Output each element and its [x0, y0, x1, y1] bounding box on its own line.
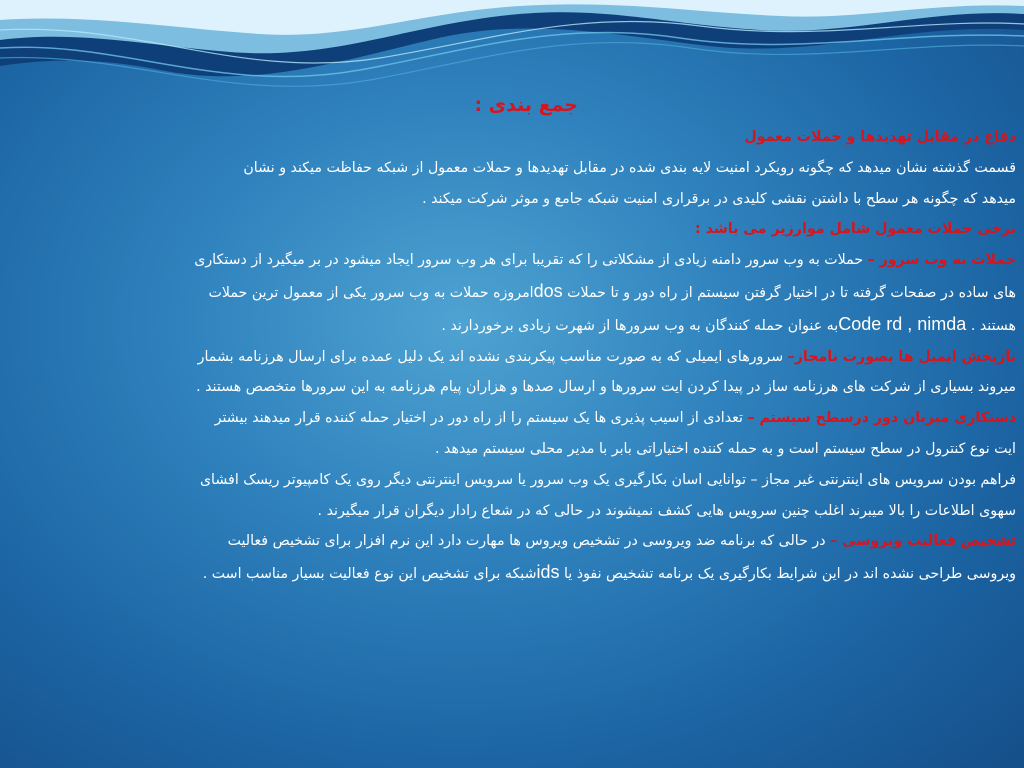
paragraph-line: ایت نوع کنترول در سطح سیستم است و به حمله کننده اختیاراتی بابر با مدیر محلی سیستم میدهد .: [435, 440, 1016, 457]
text-segment: ویروسی طراحی نشده اند در این شرایط بکارگیری یک برنامه تشخیص نفوذ یا: [559, 566, 1016, 583]
list-item-heading: حملات به وب سرور –: [867, 252, 1016, 269]
list-item-web-server-attacks: [8, 245, 1016, 276]
paragraph-line: میدهد که چگونه هر سطح با داشتن نقشی کلیدی در برقراری امنیت شبکه جامع و موثر شرکت میکند .: [422, 190, 1016, 207]
list-item-unauthorized-services: فراهم بودن سرویس های اینترنتی غیر مجاز – توانایی اسان بکارگیری یک وب سرور یا سرویس اینترنتی دیگر روی یک کامپیوتر ریسک افشای: [199, 471, 1016, 488]
text-segment: های ساده در صفحات گرفته تا در اختیار گرفتن سیستم از راه دور و تا حملات: [562, 284, 1016, 301]
list-item-heading: تشخیص فعالیت ویروسی –: [830, 533, 1016, 550]
latin-term-ids: ids: [536, 562, 560, 583]
list-item-virus-activity: [8, 526, 1016, 557]
paragraph-line: میروند بسیاری از شرکت های هرزنامه ساز در پیدا کردن ایت سرورها و ارسال صدها و هزاران پیام هرزنامه به این سرورها متخصص هستند .: [196, 379, 1016, 396]
slide-content: [8, 88, 1016, 590]
paragraph-line: سهوی اطلاعات را بالا میبرند اغلب چنین سرویس هایی کشف نمیشوند در حالی که در شعاع رادار دیگران قرار میگیرند .: [317, 502, 1016, 519]
paragraph-line: [8, 276, 1016, 309]
list-item-text: حملات به وب سرور دامنه زیادی از مشکلاتی را که تقریبا برای هر وب سرور ایجاد میشود در بر میگیرد از دستکاری: [194, 252, 868, 269]
text-segment: هستند .: [966, 317, 1016, 334]
list-item-heading: بازپخش ایمیل ها بصورت نامجاز–: [787, 348, 1016, 365]
heading-defense: دفاع در مقابل تهدیدها و حملات معمول: [744, 129, 1016, 145]
latin-term-dos: dos: [533, 280, 563, 301]
list-item-remote-host-tampering: [8, 403, 1016, 434]
list-item-email-relay: [8, 342, 1016, 373]
list-item-heading: دستکاری میزبان دور درسطح سیستم –: [747, 410, 1016, 427]
paragraph-line: قسمت گذشته نشان میدهد که چگونه رویکرد امنیت لایه بندی شده در مقابل تهدیدها و حملات معمول از شبکه حفاظت میکند و نشان: [243, 159, 1016, 176]
latin-term-code-rd-nimda: Code rd , nimda: [838, 313, 967, 334]
list-item-text: در حالی که برنامه ضد ویروسی در تشخیص ویروس ها مهارت دارد این نرم افزار برای تشخیص فعالیت: [227, 533, 831, 550]
slide-title: جمع بندی :: [474, 94, 578, 116]
list-item-text: تعدادی از اسیب پذیری ها یک سیستم را از راه دور در اختیار حمله کننده قرار میدهند بیشتر: [214, 410, 748, 427]
paragraph-line: [8, 309, 1016, 342]
text-segment: امروزه حملات به وب سرور یکی از معمول ترین حملات: [208, 284, 534, 301]
heading-common-attacks: برخی حملات معمول شامل موارزیر می باشد :: [695, 221, 1016, 238]
paragraph-line: [8, 557, 1016, 590]
text-segment: به عنوان حمله کنندگان به وب سرورها از شهرت زیادی برخوردارند .: [441, 317, 839, 334]
text-segment: شبکه برای تشخیص این نوع فعالیت بسیار مناسب است .: [202, 566, 537, 583]
list-item-text: سرورهای ایمیلی که به صورت مناسب پیکربندی نشده اند یک دلیل عمده برای ارسال هرزنامه بشمار: [197, 348, 788, 365]
